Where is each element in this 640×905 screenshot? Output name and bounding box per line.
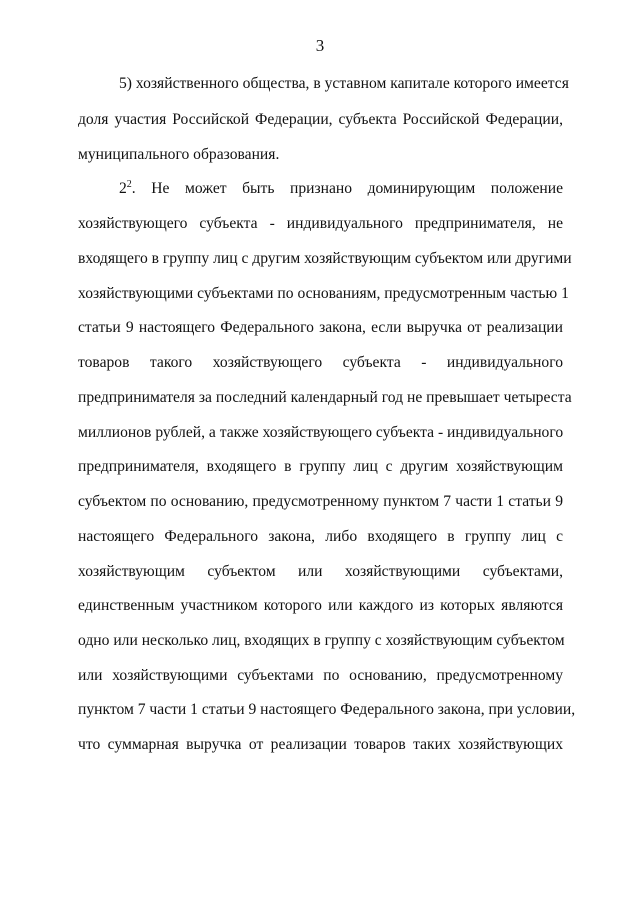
paragraph-2-superscript: 2 <box>126 178 132 190</box>
paragraph-2-line: хозяйствующим субъектом или хозяйствующими субъектами, <box>78 563 563 580</box>
paragraph-1-line: муниципального образования. <box>78 146 280 163</box>
paragraph-1-line: доля участия Российской Федерации, субъекта Российской Федерации, <box>78 111 563 128</box>
paragraph-2-line: статьи 9 настоящего Федерального закона, если выручка от реализации <box>78 319 563 336</box>
paragraph-2-first-line <box>119 180 563 198</box>
page-number: 3 <box>315 36 325 55</box>
paragraph-2-line: одно или несколько лиц, входящих в группу с хозяйствующим субъектом <box>78 632 565 649</box>
paragraph-2-line: единственным участником которого или каждого из которых являются <box>78 597 563 614</box>
paragraph-2-line: предпринимателя, входящего в группу лиц с другим хозяйствующим <box>78 458 563 475</box>
paragraph-2-line: или хозяйствующими субъектами по основанию, предусмотренному <box>78 667 563 684</box>
paragraph-2-line: входящего в группу лиц с другим хозяйствующим субъектом или другими <box>78 250 572 267</box>
paragraph-2-line: хозяйствующими субъектами по основаниям, предусмотренным частью 1 <box>78 285 569 302</box>
paragraph-2-line: предпринимателя за последний календарный год не превышает четыреста <box>78 389 572 406</box>
paragraph-2-line: субъектом по основанию, предусмотренному пунктом 7 части 1 статьи 9 <box>78 493 563 510</box>
paragraph-2-line: миллионов рублей, а также хозяйствующего субъекта - индивидуального <box>78 424 564 441</box>
paragraph-2-line: что суммарная выручка от реализации товаров таких хозяйствующих <box>78 736 563 753</box>
paragraph-2-line: пунктом 7 части 1 статьи 9 настоящего Федерального закона, при условии, <box>78 701 576 718</box>
paragraph-2-line: хозяйствующего субъекта - индивидуального предпринимателя, не <box>78 215 563 232</box>
paragraph-2-number: 2 <box>119 180 127 197</box>
paragraph-2-line: настоящего Федерального закона, либо входящего в группу лиц с <box>78 528 563 545</box>
paragraph-2-line: товаров такого хозяйствующего субъекта - индивидуального <box>78 354 563 371</box>
paragraph-2-first-line-text: . Не может быть признано доминирующим положение <box>131 180 563 197</box>
paragraph-1-line: 5) хозяйственного общества, в уставном капитале которого имеется <box>119 75 569 92</box>
